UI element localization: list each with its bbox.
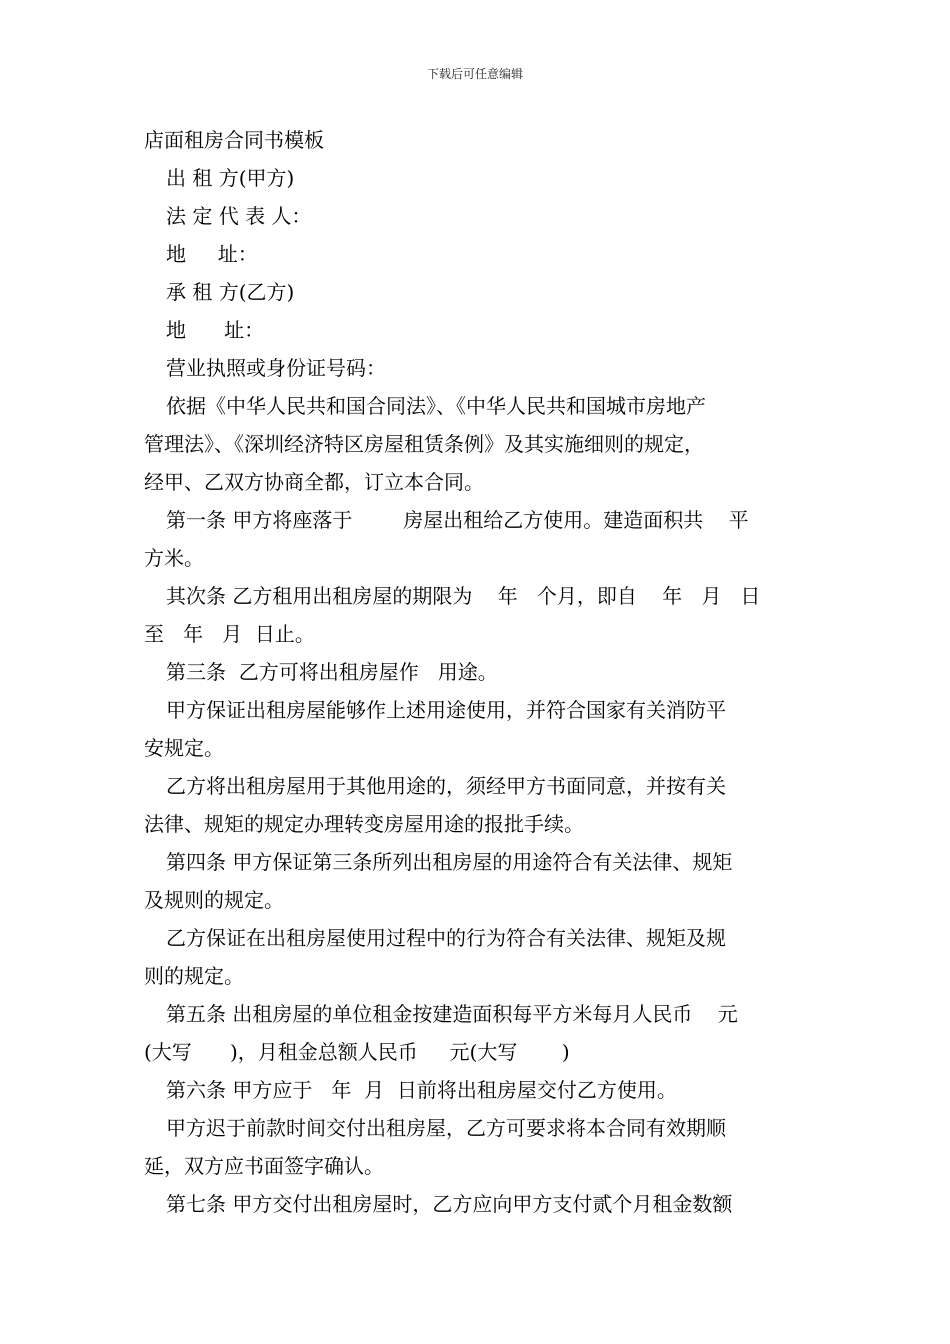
paragraph-line: 第三条 乙方可将出租房屋作 用途。 bbox=[166, 660, 498, 684]
paragraph-line: 方米。 bbox=[144, 546, 204, 570]
paragraph-article-5 bbox=[144, 995, 806, 1071]
field-lessor-address: 地 址： bbox=[166, 242, 258, 266]
paragraph-line: 至 年 月 日止。 bbox=[144, 622, 315, 646]
paragraph-line: 第一条 甲方将座落于 房屋出租给乙方使用。建造面积共 平 bbox=[166, 508, 749, 532]
field-lessor: 出 租 方(甲方) bbox=[166, 166, 295, 190]
paragraph-line: 甲方保证出租房屋能够作上述用途使用，并符合国家有关消防平 bbox=[166, 698, 726, 722]
paragraph-article-3-lessee-use bbox=[144, 767, 806, 843]
field-lessee-address: 地 址： bbox=[166, 318, 265, 342]
paragraph-line: 依据《中华人民共和国合同法》、《中华人民共和国城市房地产 bbox=[166, 394, 706, 418]
field-lessee: 承 租 方(乙方) bbox=[166, 280, 295, 304]
paragraph-line: 及规则的规定。 bbox=[144, 888, 284, 912]
paragraph-line: 经甲、乙双方协商全都，订立本合同。 bbox=[144, 470, 484, 494]
paragraph-article-4 bbox=[144, 843, 806, 919]
paragraph-line: 延，双方应书面签字确认。 bbox=[144, 1154, 384, 1178]
paragraph-preamble bbox=[144, 387, 806, 501]
paragraph-article-6-delay bbox=[144, 1109, 806, 1185]
paragraph-line: 乙方保证在出租房屋使用过程中的行为符合有关法律、规矩及规 bbox=[166, 926, 726, 950]
paragraph-line: 甲方迟于前款时间交付出租房屋，乙方可要求将本合同有效期顺 bbox=[166, 1116, 726, 1140]
paragraph-article-3-lessor-guarantee bbox=[144, 691, 806, 767]
paragraph-article-4-lessee-guarantee bbox=[144, 919, 806, 995]
paragraph-article-6 bbox=[144, 1071, 806, 1109]
field-legal-representative: 法 定 代 表 人： bbox=[166, 204, 312, 228]
document-title: 店面租房合同书模板 bbox=[144, 128, 324, 152]
paragraph-article-3 bbox=[144, 653, 806, 691]
paragraph-line: 第四条 甲方保证第三条所列出租房屋的用途符合有关法律、规矩 bbox=[166, 850, 733, 874]
paragraph-line: 则的规定。 bbox=[144, 964, 244, 988]
contract-document bbox=[144, 121, 806, 1223]
paragraph-article-1 bbox=[144, 501, 806, 577]
paragraph-line: 第六条 甲方应于 年 月 日前将出租房屋交付乙方使用。 bbox=[166, 1078, 677, 1102]
paragraph-line: 管理法》、《深圳经济特区房屋租赁条例》及其实施细则的规定， bbox=[144, 432, 704, 456]
field-license-or-id: 营业执照或身份证号码： bbox=[166, 356, 386, 380]
paragraph-line: 法律、规矩的规定办理转变房屋用途的报批手续。 bbox=[144, 812, 584, 836]
paragraph-line: (大写 )，月租金总额人民币 元(大写 ) bbox=[144, 1040, 570, 1064]
paragraph-article-7 bbox=[144, 1185, 806, 1223]
paragraph-line: 第五条 出租房屋的单位租金按建造面积每平方米每月人民币 元 bbox=[166, 1002, 738, 1026]
paragraph-line: 安规定。 bbox=[144, 736, 224, 760]
paragraph-line: 第七条 甲方交付出租房屋时，乙方应向甲方支付贰个月租金数额 bbox=[166, 1192, 733, 1216]
page-header-note: 下载后可任意编辑 bbox=[426, 67, 523, 81]
paragraph-line: 其次条 乙方租用出租房屋的期限为 年 个月，即自 年 月 日 bbox=[166, 584, 761, 608]
paragraph-line: 乙方将出租房屋用于其他用途的，须经甲方书面同意，并按有关 bbox=[166, 774, 726, 798]
paragraph-article-2 bbox=[144, 577, 806, 653]
